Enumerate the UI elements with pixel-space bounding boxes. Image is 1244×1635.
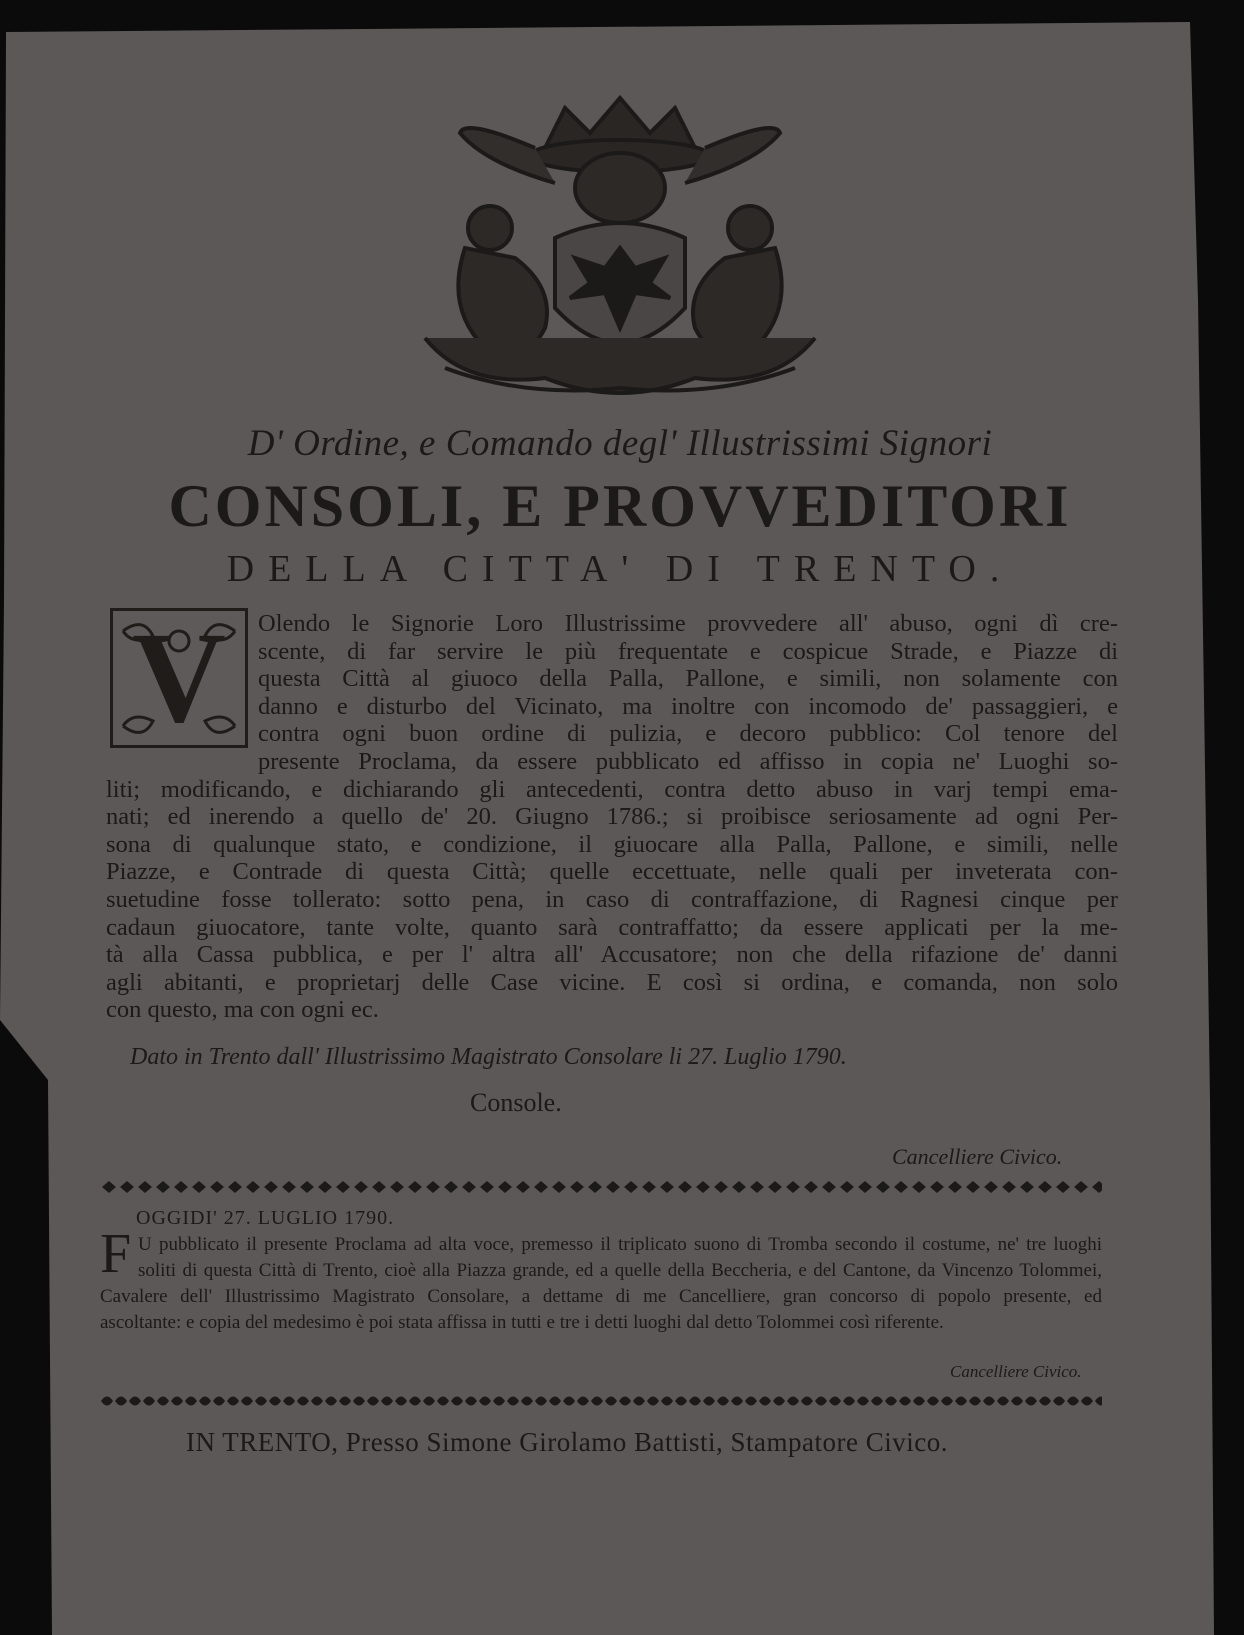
- body-line: liti; modificando, e dichiarando gli antecedenti, contra detto abuso in varj tempi ema-: [106, 775, 1118, 803]
- console-signature: Console.: [470, 1088, 562, 1117]
- ornament-divider-bottom: [100, 1392, 1102, 1410]
- chancellor-signature-bottom: Cancelliere Civico.: [950, 1362, 1082, 1381]
- body-line: agli abitanti, e proprietarj delle Case vicine. E così si ordina, e comanda, non solo: [106, 968, 1118, 996]
- dated-line: Dato in Trento dall' Illustrissimo Magistrato Consolare li 27. Luglio 1790.: [130, 1044, 847, 1070]
- printer-imprint: IN TRENTO, Presso Simone Girolamo Battisti, Stampatore Civico.: [186, 1427, 948, 1457]
- report-line: Cavalere dell' Illustrissimo Magistrato Consolare, a dettame di me Cancelliere, gran concorso di popolo presente, ed: [100, 1286, 1102, 1307]
- report-date: OGGIDI' 27. LUGLIO 1790.: [136, 1207, 395, 1229]
- heading-italic: D' Ordine, e Comando degl' Illustrissimi Signori: [247, 423, 993, 464]
- body-line: tà alla Cassa pubblica, e per l' altra all' Accusatore; non che della rifazione de' danni: [106, 941, 1118, 969]
- body-line: scente, di far servire le più frequentate e cospicue Strade, e Piazze di: [258, 637, 1118, 665]
- body-line: presente Proclama, da essere pubblicato ed affisso in copia ne' Luoghi so-: [258, 748, 1118, 775]
- report-initial: F: [100, 1223, 132, 1285]
- body-line: nati; ed inerendo a quello de' 20. Giugno 1786.; si proibisce seriosamente ad ogni Per-: [106, 803, 1118, 831]
- body-line: danno e disturbo del Vicinato, ma inoltre con incomodo de' passaggieri, e: [258, 692, 1118, 720]
- heading-title: CONSOLI, E PROVVEDITORI: [168, 473, 1072, 539]
- body-line: Piazze, e Contrade di questa Città; quelle eccettuate, nelle quali per inveterata con-: [106, 858, 1118, 886]
- ornament-divider: [100, 1178, 1102, 1196]
- chancellor-signature: Cancelliere Civico.: [892, 1144, 1063, 1169]
- body-line: cadaun giuocatore, tante volte, quanto sarà contraffatto; da essere applicati per la me-: [106, 913, 1118, 941]
- body-first-lines: [258, 610, 1118, 748]
- heading-subtitle: DELLA CITTA' DI TRENTO.: [226, 548, 1014, 590]
- decorated-initial: [110, 608, 248, 748]
- body-line: suetudine fosse tollerato: sotto pena, in caso di contraffazione, di Ragnesi cinque per: [106, 885, 1118, 913]
- body-full-lines: [106, 748, 1118, 1024]
- body-line: sona di qualunque stato, e condizione, il giuocare alla Palla, Pallone, e simili, nelle: [106, 830, 1118, 858]
- report-line: ascoltante: e copia del medesimo è poi stata affissa in tutti e tre i detti luoghi dal detto Tolommei così riferente.: [100, 1312, 944, 1333]
- body-line: contra ogni buon ordine di pulizia, e decoro pubblico: Col tenore del: [258, 720, 1118, 748]
- report-line: U pubblicato il presente Proclama ad alta voce, premesso il triplicato suono di Tromba secondo il costume, ne' tre luoghi: [138, 1234, 1102, 1255]
- body-line: questa Città al giuoco della Palla, Pallone, e simili, non solamente con: [258, 665, 1118, 693]
- report-text: [100, 1232, 1102, 1336]
- initial-letter: V: [132, 608, 226, 748]
- report-line: soliti di questa Città di Trento, cioè alla Piazza grande, ed a quelle della Beccheria, e del Cantone, da Vincenzo Tolommei,: [138, 1260, 1102, 1281]
- body-line: con questo, ma con ogni ec.: [106, 996, 379, 1024]
- body-line: Olendo le Signorie Loro Illustrissime provvedere all' abuso, ogni dì cre-: [258, 610, 1118, 637]
- coat-of-arms-icon: [405, 88, 835, 406]
